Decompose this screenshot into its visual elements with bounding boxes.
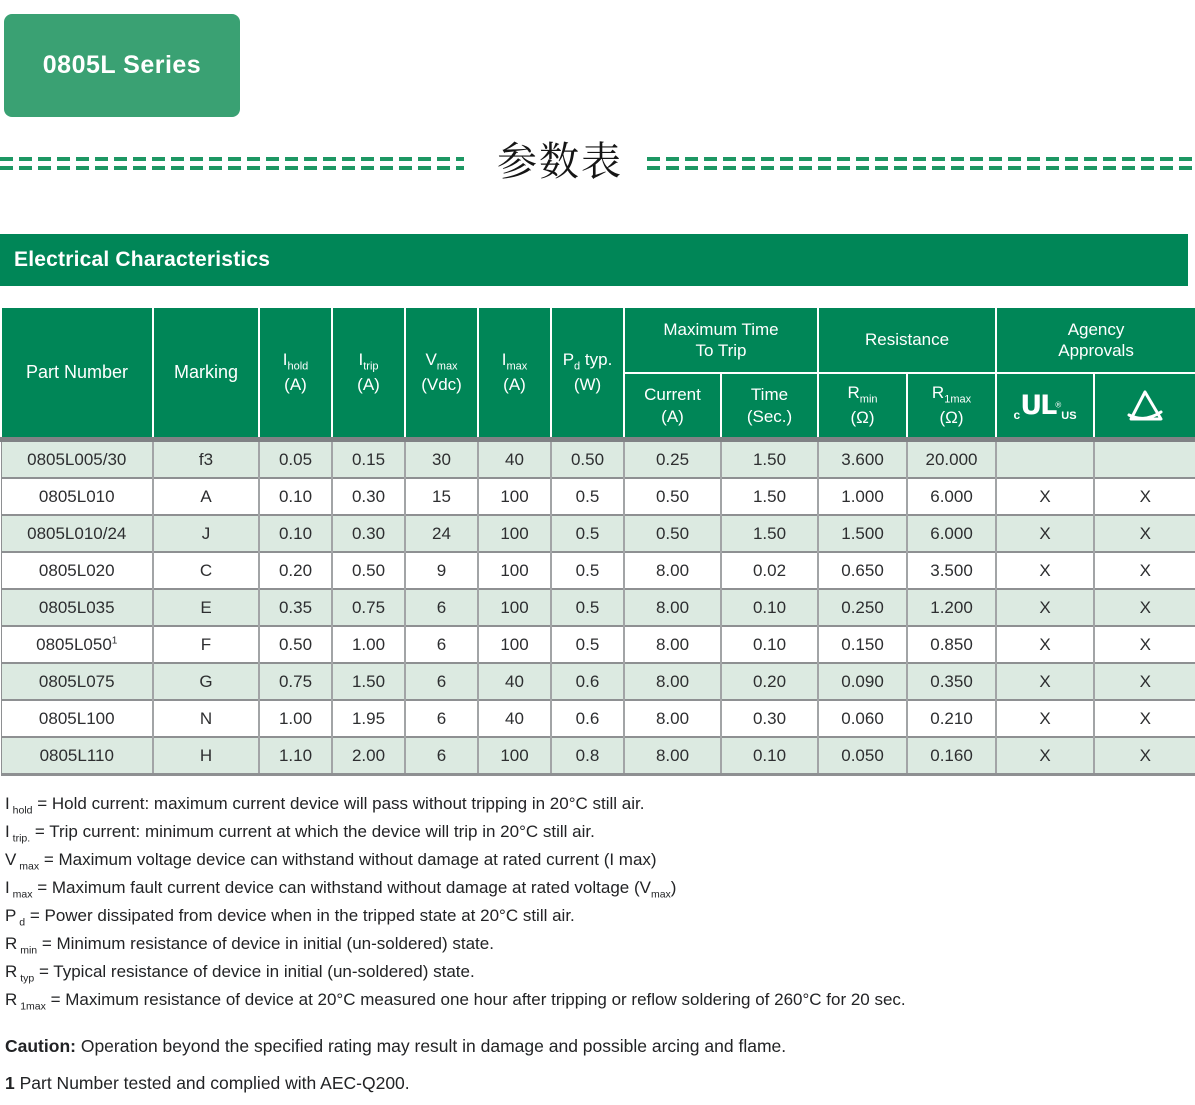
data-cell: 0.090: [818, 663, 907, 700]
data-cell: 20.000: [907, 440, 996, 479]
table-row: [1, 515, 1195, 552]
data-cell: 1.95: [332, 700, 405, 737]
data-cell: 3.500: [907, 552, 996, 589]
data-cell: 6: [405, 663, 478, 700]
data-cell: 1.50: [721, 515, 818, 552]
data-cell: 0.8: [551, 737, 624, 775]
data-cell: X: [996, 663, 1094, 700]
data-cell: 0.5: [551, 552, 624, 589]
data-cell: 0.850: [907, 626, 996, 663]
data-cell: 100: [478, 589, 551, 626]
data-cell: 6: [405, 737, 478, 775]
data-cell: 0.6: [551, 663, 624, 700]
data-cell: 0.75: [259, 663, 332, 700]
data-cell: 0.10: [721, 626, 818, 663]
part-number-cell: 0805L100: [1, 700, 153, 737]
footnote-line: R $_{typ}$ = Typical resistance of device in initial (un-soldered) state.: [5, 962, 475, 985]
table-row: [1, 478, 1195, 515]
data-cell: 8.00: [624, 626, 721, 663]
data-cell: C: [153, 552, 259, 589]
data-cell: 0.50: [259, 626, 332, 663]
data-cell: 8.00: [624, 700, 721, 737]
data-cell: 1.00: [332, 626, 405, 663]
data-cell: H: [153, 737, 259, 775]
data-cell: 40: [478, 700, 551, 737]
data-cell: 0.50: [624, 515, 721, 552]
data-cell: 1.10: [259, 737, 332, 775]
data-cell: 2.00: [332, 737, 405, 775]
data-cell: 1.50: [721, 478, 818, 515]
footnote-line: R $_{1max}$ = Maximum resistance of device at 20°C measured one hour after tripping or reflow soldering of 260°C for 20 sec.: [5, 990, 906, 1013]
data-cell: X: [1094, 515, 1195, 552]
data-cell: 0.05: [259, 440, 332, 479]
data-cell: 100: [478, 552, 551, 589]
electrical-characteristics-table: [0, 306, 1195, 776]
part-number-cell: 0805L005/30: [1, 440, 153, 479]
data-cell: [1094, 440, 1195, 479]
col-itrip: $I_{trip}$ (A): [332, 307, 405, 440]
section-title: 参数表: [497, 139, 623, 184]
table-row: [1, 440, 1195, 479]
data-cell: E: [153, 589, 259, 626]
col-trip-time: Time (Sec.): [721, 373, 818, 440]
data-cell: X: [996, 478, 1094, 515]
data-cell: 8.00: [624, 589, 721, 626]
data-cell: 0.20: [259, 552, 332, 589]
col-trip-current: Current (A): [624, 373, 721, 440]
data-cell: f3: [153, 440, 259, 479]
data-cell: 9: [405, 552, 478, 589]
data-cell: 0.50: [624, 478, 721, 515]
data-cell: X: [1094, 589, 1195, 626]
data-cell: 8.00: [624, 552, 721, 589]
table-row: [1, 737, 1195, 775]
table-body: [1, 440, 1195, 775]
data-cell: 1.000: [818, 478, 907, 515]
data-cell: 8.00: [624, 663, 721, 700]
data-cell: 0.75: [332, 589, 405, 626]
footnote-line: I $_{trip.}$ = Trip current: minimum current at which the device will trip in 20°C still air.: [5, 822, 595, 845]
data-cell: X: [996, 515, 1094, 552]
part-number-cell: 0805L110: [1, 737, 153, 775]
data-cell: 100: [478, 515, 551, 552]
data-cell: 6.000: [907, 515, 996, 552]
table-row: [1, 626, 1195, 663]
data-cell: N: [153, 700, 259, 737]
data-cell: 0.050: [818, 737, 907, 775]
data-cell: X: [996, 626, 1094, 663]
data-cell: 0.350: [907, 663, 996, 700]
data-cell: 0.5: [551, 589, 624, 626]
data-cell: 0.150: [818, 626, 907, 663]
cul-us-icon: $_cUL®_{US}$: [996, 373, 1094, 440]
data-cell: 0.20: [721, 663, 818, 700]
part-number-cell: 0805L010/24: [1, 515, 153, 552]
data-cell: 0.50: [551, 440, 624, 479]
col-ihold: $I_{hold}$ (A): [259, 307, 332, 440]
data-cell: 100: [478, 737, 551, 775]
data-cell: X: [1094, 552, 1195, 589]
data-cell: X: [996, 552, 1094, 589]
table-row: [1, 552, 1195, 589]
data-cell: 0.30: [332, 515, 405, 552]
data-cell: 1.50: [721, 440, 818, 479]
data-cell: 0.10: [259, 478, 332, 515]
col-imax: $I_{max}$ (A): [478, 307, 551, 440]
data-cell: 40: [478, 663, 551, 700]
part-number-cell: 0805L075: [1, 663, 153, 700]
data-cell: 1.50: [332, 663, 405, 700]
data-cell: X: [996, 589, 1094, 626]
data-cell: 6: [405, 700, 478, 737]
table-row: [1, 589, 1195, 626]
data-cell: 6: [405, 626, 478, 663]
footnotes-block: [5, 790, 1190, 1098]
data-cell: 0.250: [818, 589, 907, 626]
col-pd-typ: $P_d$ typ. (W): [551, 307, 624, 440]
caution-note: Caution: Operation beyond the specified rating may result in damage and possible arcing and flame.: [5, 1036, 787, 1056]
data-cell: 0.10: [721, 737, 818, 775]
col-rmin: $R_{min}$ (Ω): [818, 373, 907, 440]
part-number-cell: $0805L050^1$: [1, 626, 153, 663]
data-cell: J: [153, 515, 259, 552]
part-number-cell: 0805L010: [1, 478, 153, 515]
table-row: [1, 663, 1195, 700]
data-cell: X: [996, 737, 1094, 775]
data-cell: X: [1094, 478, 1195, 515]
title-dash-rule-left: [0, 157, 464, 171]
data-cell: X: [1094, 663, 1195, 700]
data-cell: 1.500: [818, 515, 907, 552]
data-cell: 0.5: [551, 626, 624, 663]
col-group-agency-approvals: Agency Approvals: [996, 307, 1195, 373]
data-cell: 0.35: [259, 589, 332, 626]
footnote-line: V $_{max}$ = Maximum voltage device can withstand without damage at rated current (I max): [5, 850, 657, 873]
col-marking: Marking: [153, 307, 259, 440]
table-row: [1, 700, 1195, 737]
data-cell: 0.25: [624, 440, 721, 479]
data-cell: 0.6: [551, 700, 624, 737]
footnote-line: I $_{hold}$ = Hold current: maximum current device will pass without tripping in 20°C still air.: [5, 794, 645, 817]
data-cell: F: [153, 626, 259, 663]
part-number-cell: 0805L035: [1, 589, 153, 626]
data-cell: 0.10: [259, 515, 332, 552]
col-r1max: $R_{1max}$ (Ω): [907, 373, 996, 440]
col-group-max-time-to-trip: Maximum Time To Trip: [624, 307, 818, 373]
footnote-lines: [5, 790, 1190, 1014]
data-cell: 6.000: [907, 478, 996, 515]
data-cell: 1.00: [259, 700, 332, 737]
electrical-characteristics-title: Electrical Characteristics: [14, 248, 271, 271]
data-cell: G: [153, 663, 259, 700]
data-cell: 0.15: [332, 440, 405, 479]
data-cell: 0.30: [721, 700, 818, 737]
data-cell: 30: [405, 440, 478, 479]
data-cell: 6: [405, 589, 478, 626]
data-cell: 100: [478, 478, 551, 515]
data-cell: 3.600: [818, 440, 907, 479]
data-cell: X: [1094, 626, 1195, 663]
triangle-cert-icon: [1094, 373, 1195, 440]
electrical-characteristics-bar: [0, 234, 1188, 286]
data-cell: 0.5: [551, 515, 624, 552]
data-cell: 1.200: [907, 589, 996, 626]
data-cell: 40: [478, 440, 551, 479]
data-cell: 0.30: [332, 478, 405, 515]
data-cell: [996, 440, 1094, 479]
series-tab-label: 0805L Series: [42, 51, 202, 79]
data-cell: 0.160: [907, 737, 996, 775]
footnote-line: I $_{max}$ = Maximum fault current device can withstand without damage at rated voltage $(V_{max})$: [5, 878, 677, 901]
data-cell: 0.10: [721, 589, 818, 626]
footnote-line: P $_d$ = Power dissipated from device when in the tripped state at 20°C still air.: [5, 906, 575, 929]
data-cell: 15: [405, 478, 478, 515]
data-cell: A: [153, 478, 259, 515]
data-cell: X: [1094, 700, 1195, 737]
footnote-line: R $_{min}$ = Minimum resistance of device in initial (un-soldered) state.: [5, 934, 494, 957]
data-cell: 24: [405, 515, 478, 552]
data-cell: 0.210: [907, 700, 996, 737]
col-part-number: Part Number: [1, 307, 153, 440]
data-cell: 100: [478, 626, 551, 663]
part-number-cell: 0805L020: [1, 552, 153, 589]
aec-q200-note: 1 Part Number tested and complied with AEC-Q200.: [5, 1073, 410, 1093]
caution-label: Caution:: [5, 1036, 76, 1056]
data-cell: X: [996, 700, 1094, 737]
data-cell: X: [1094, 737, 1195, 775]
col-group-resistance: Resistance: [818, 307, 996, 373]
data-cell: 0.50: [332, 552, 405, 589]
title-dash-rule-right: [647, 157, 1195, 171]
data-cell: 0.02: [721, 552, 818, 589]
data-cell: 0.060: [818, 700, 907, 737]
series-tab: [4, 14, 240, 117]
data-cell: 8.00: [624, 737, 721, 775]
note1-label: 1: [5, 1073, 15, 1093]
data-cell: 0.5: [551, 478, 624, 515]
col-vmax: $V_{max}$ (Vdc): [405, 307, 478, 440]
data-cell: 0.650: [818, 552, 907, 589]
